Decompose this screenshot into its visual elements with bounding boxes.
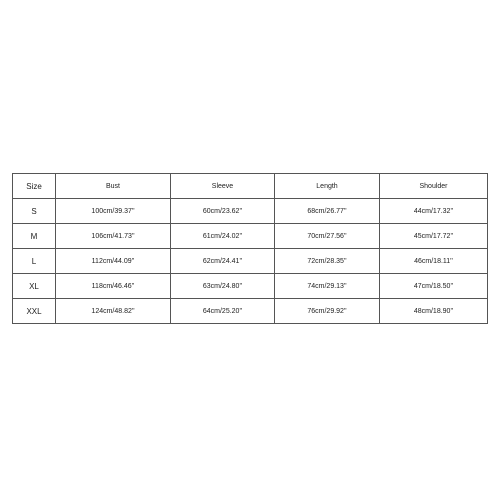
sleeve-cell: 64cm/25.20''	[171, 299, 275, 324]
length-cell: 68cm/26.77''	[275, 199, 380, 224]
header-length: Length	[275, 174, 380, 199]
shoulder-cell: 47cm/18.50''	[380, 274, 488, 299]
sleeve-cell: 61cm/24.02''	[171, 224, 275, 249]
bust-cell: 112cm/44.09''	[56, 249, 171, 274]
size-cell: XL	[13, 274, 56, 299]
table-row	[13, 199, 488, 224]
size-chart-table	[12, 173, 488, 324]
size-cell: S	[13, 199, 56, 224]
table-row	[13, 299, 488, 324]
length-cell: 70cm/27.56''	[275, 224, 380, 249]
header-row	[13, 174, 488, 199]
length-cell: 72cm/28.35''	[275, 249, 380, 274]
sleeve-cell: 63cm/24.80''	[171, 274, 275, 299]
length-cell: 76cm/29.92''	[275, 299, 380, 324]
shoulder-cell: 46cm/18.11''	[380, 249, 488, 274]
bust-cell: 118cm/46.46''	[56, 274, 171, 299]
size-cell: XXL	[13, 299, 56, 324]
header-size: Size	[13, 174, 56, 199]
table-row	[13, 224, 488, 249]
header-bust: Bust	[56, 174, 171, 199]
header-shoulder: Shoulder	[380, 174, 488, 199]
table-row	[13, 274, 488, 299]
shoulder-cell: 48cm/18.90''	[380, 299, 488, 324]
size-cell: M	[13, 224, 56, 249]
bust-cell: 100cm/39.37''	[56, 199, 171, 224]
shoulder-cell: 45cm/17.72''	[380, 224, 488, 249]
sleeve-cell: 60cm/23.62''	[171, 199, 275, 224]
table-row	[13, 249, 488, 274]
bust-cell: 106cm/41.73''	[56, 224, 171, 249]
header-sleeve: Sleeve	[171, 174, 275, 199]
bust-cell: 124cm/48.82''	[56, 299, 171, 324]
shoulder-cell: 44cm/17.32''	[380, 199, 488, 224]
length-cell: 74cm/29.13''	[275, 274, 380, 299]
size-cell: L	[13, 249, 56, 274]
sleeve-cell: 62cm/24.41''	[171, 249, 275, 274]
